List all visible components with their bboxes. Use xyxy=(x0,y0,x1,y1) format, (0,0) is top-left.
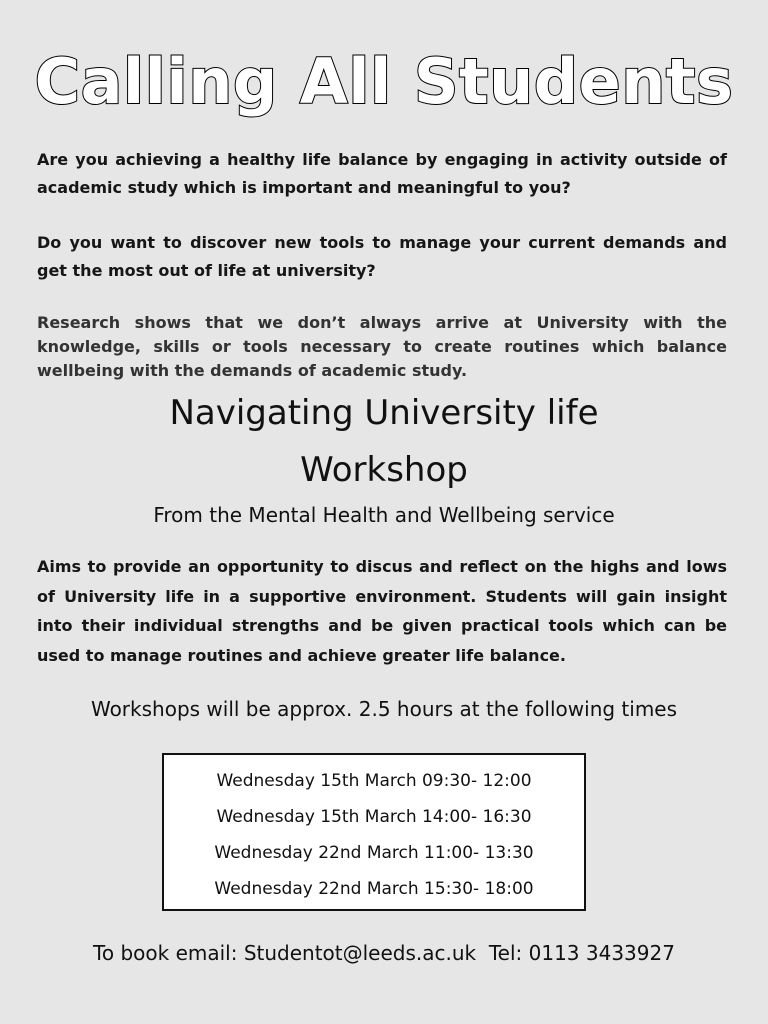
schedule-intro: Workshops will be approx. 2.5 hours at the following times xyxy=(90,697,678,721)
schedule-time: Wednesday 22nd March 11:00- 13:30 xyxy=(214,843,534,863)
intro-paragraph-2: Do you want to discover new tools to manage your current demands and get the most out of life at university? xyxy=(37,233,727,280)
intro-paragraph-1: Are you achieving a healthy life balance by engaging in activity outside of academic study which is important and meaningful to you? xyxy=(37,150,727,197)
workshop-subtitle: From the Mental Health and Wellbeing service xyxy=(153,503,615,527)
intro-paragraph-3: Research shows that we don’t always arrive at University with the knowledge, skills or tools necessary to create routines which balance wellbeing with the demands of academic study. xyxy=(37,313,727,380)
booking-contact: To book email: Studentot@leeds.ac.uk Tel: 0113 3433927 xyxy=(93,941,675,965)
schedule-list xyxy=(164,755,584,907)
schedule-time: Wednesday 15th March 14:00- 16:30 xyxy=(216,807,532,827)
schedule-time: Wednesday 22nd March 15:30- 18:00 xyxy=(214,879,534,899)
schedule-box xyxy=(162,753,586,911)
workshop-aims: Aims to provide an opportunity to discus and reflect on the highs and lows of University life in a supportive environment. Students will gain insight into their individual strengths and be given practical tools which can be used to manage routines and achieve greater life balance. xyxy=(37,557,727,665)
schedule-time: Wednesday 15th March 09:30- 12:00 xyxy=(216,771,532,791)
workshop-title-line-2: Workshop xyxy=(300,450,468,490)
headline: Calling All Students xyxy=(34,45,734,118)
workshop-title-line-1: Navigating University life xyxy=(169,393,599,433)
